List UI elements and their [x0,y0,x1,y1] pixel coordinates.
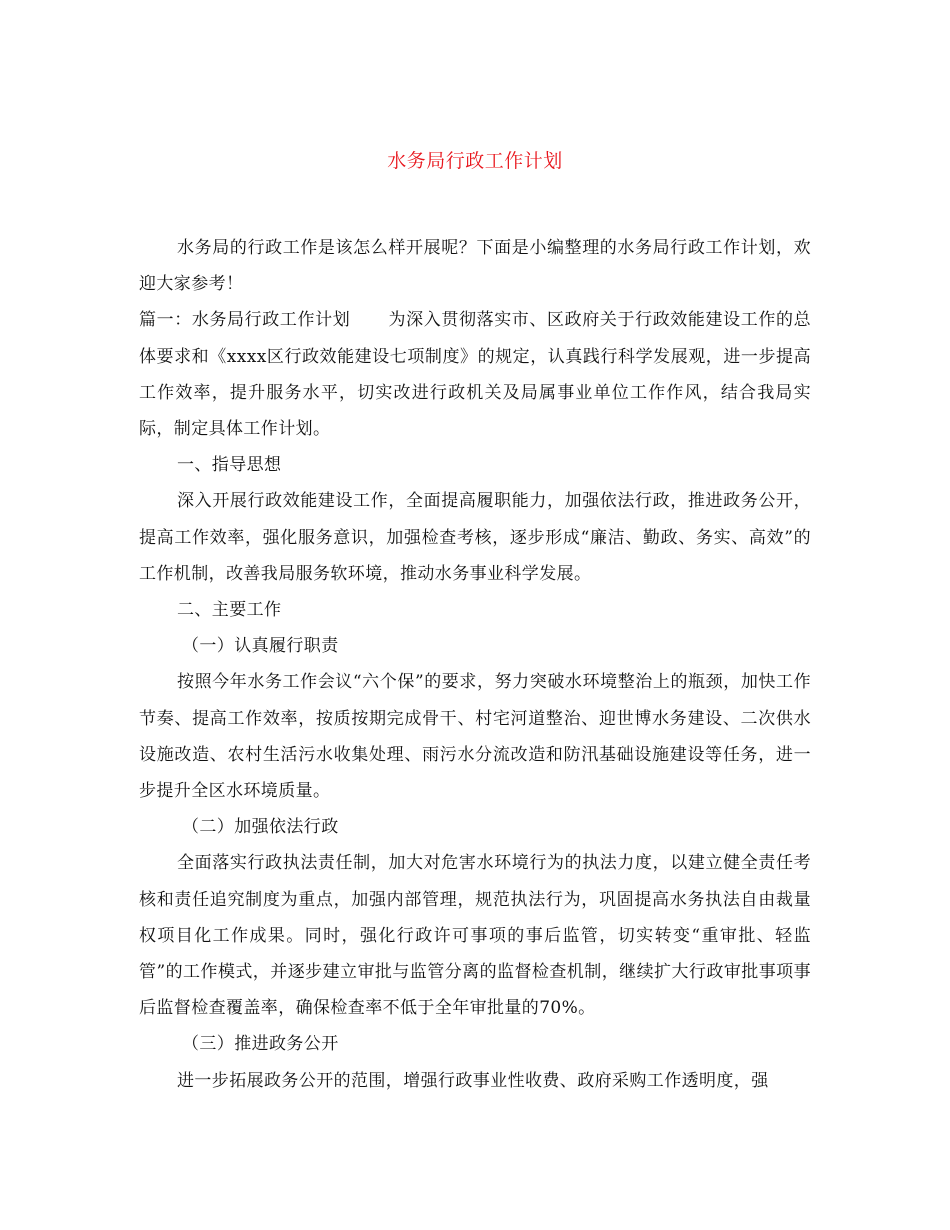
document-body [139,230,811,1099]
paragraph-law: 全面落实行政执法责任制，加大对危害水环境行为的执法力度，以建立健全责任考核和责任追究制度为重点，加强内部管理，规范执法行为，巩固提高水务执法自由裁量权项目化工作成果。同时，强化行政许可事项的事后监管，切实转变“重审批、轻监管”的工作模式，并逐步建立审批与监管分离的监督检查机制，继续扩大行政审批事项事后监督检查覆盖率，确保检查率不低于全年审批量的70%。 [139,853,811,1019]
subsection-heading-3: （三）推进政务公开 [182,1034,339,1055]
intro-paragraph: 水务局的行政工作是该怎么样开展呢？下面是小编整理的水务局行政工作计划，欢迎大家参考！ [139,238,811,295]
paragraph-guiding-thought: 深入开展行政效能建设工作，全面提高履职能力，加强依法行政，推进政务公开，提高工作效率，强化服务意识，加强检查考核，逐步形成“廉洁、勤政、务实、高效”的工作机制，改善我局服务软环境，推动水务事业科学发展。 [139,491,811,584]
part1-text: 为深入贯彻落实市、区政府关于行政效能建设工作的总体要求和《xxxx区行政效能建设七项制度》的规定，认真践行科学发展观，进一步提高工作效率，提升服务水平，切实改进行政机关及局属事业单位工作作风，结合我局实际，制定具体工作计划。 [139,310,811,440]
section-heading-1: 一、指导思想 [177,455,282,476]
section-heading-2: 二、主要工作 [177,600,282,621]
part1-paragraph [139,302,811,447]
document-title: 水务局行政工作计划 [387,150,563,172]
paragraph-duties: 按照今年水务工作会议“六个保”的要求，努力突破水环境整治上的瓶颈，加快工作节奏、提高工作效率，按质按期完成骨干、村宅河道整治、迎世博水务建设、二次供水设施改造、农村生活污水收集处理、雨污水分流改造和防汛基础设施建设等任务，进一步提升全区水环境质量。 [139,672,811,802]
paragraph-openness: 进一步拓展政务公开的范围，增强行政事业性收费、政府采购工作透明度，强 [177,1070,769,1091]
subsection-heading-1: （一）认真履行职责 [182,636,339,657]
subsection-heading-2: （二）加强依法行政 [182,817,339,838]
part1-label: 篇一：水务局行政工作计划 [139,310,351,331]
